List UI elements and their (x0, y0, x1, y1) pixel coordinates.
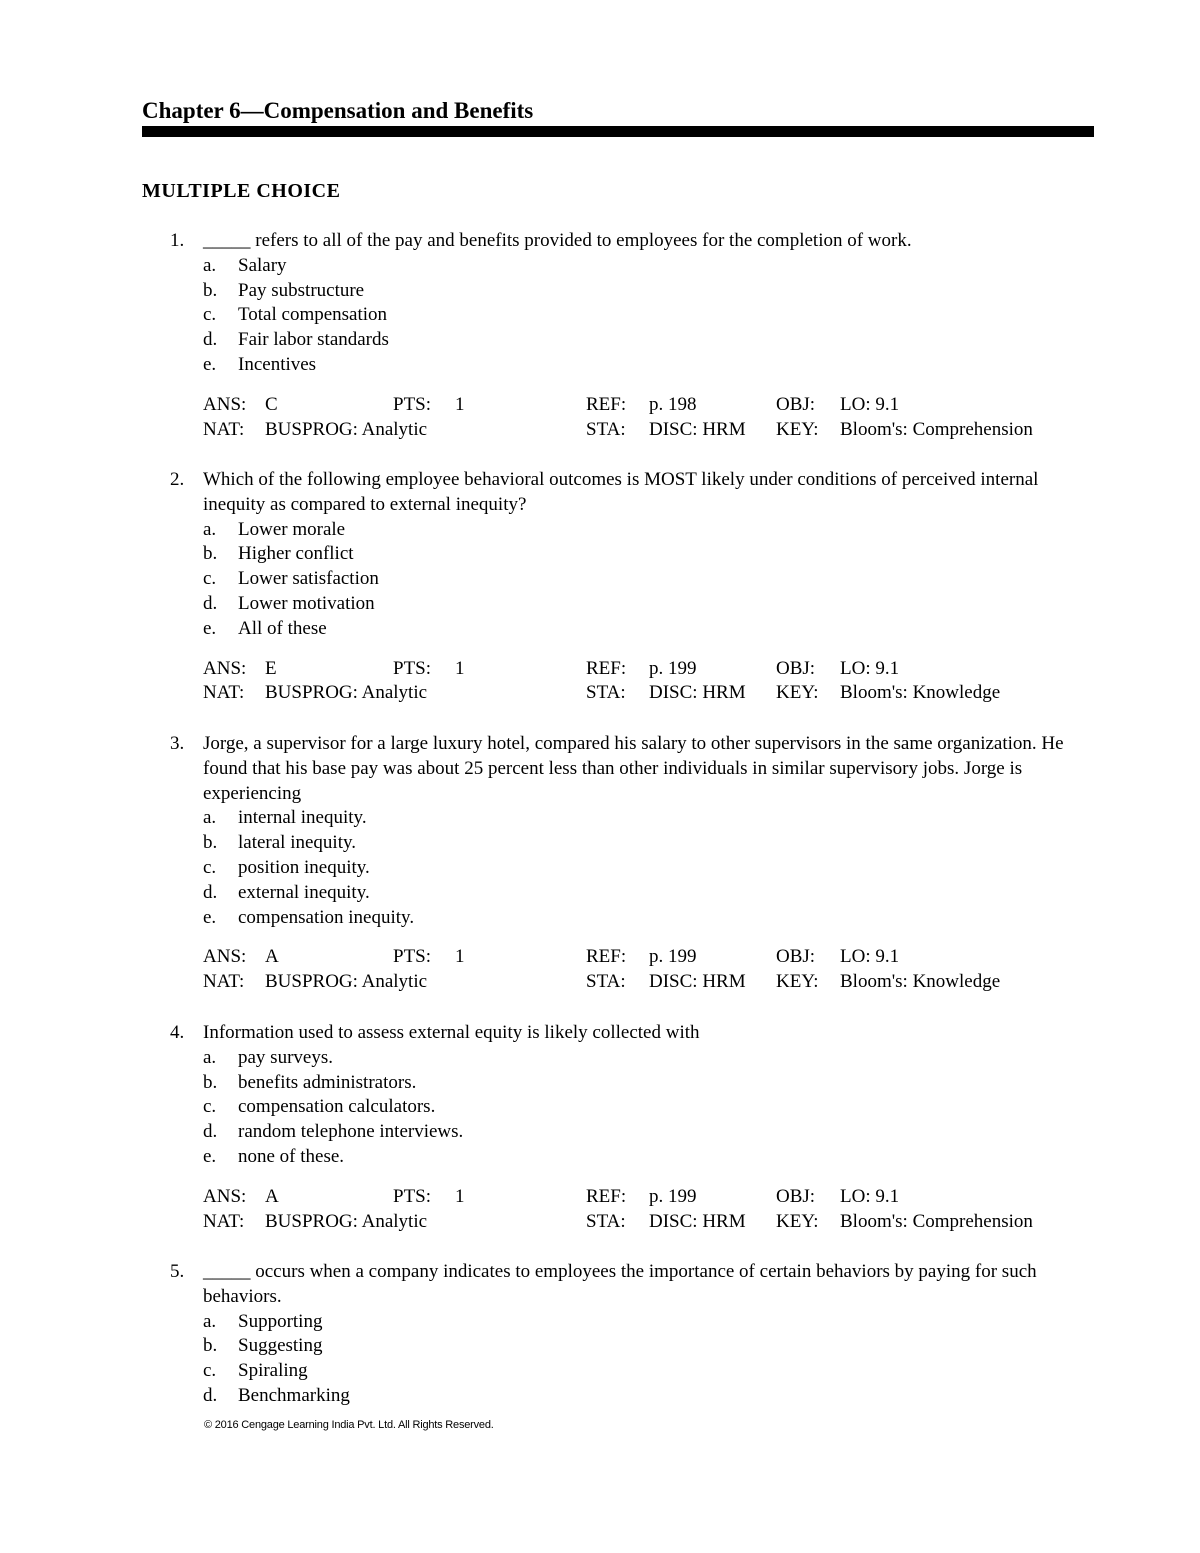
meta-row (203, 1210, 1100, 1235)
choice-text: Lower satisfaction (238, 568, 379, 590)
choice-item (203, 254, 1100, 279)
choice-letter: e. (203, 353, 217, 375)
choice-text: none of these. (238, 1145, 345, 1167)
question-4 (160, 1021, 1100, 1234)
question-3 (160, 732, 1100, 995)
ans-value: E (265, 657, 277, 679)
choice-item (203, 567, 1100, 592)
meta-row (203, 970, 1100, 995)
choice-text: internal inequity. (238, 807, 367, 829)
choice-list (203, 806, 1100, 930)
key-value: Bloom's: Comprehension (840, 418, 1033, 440)
choice-letter: b. (203, 543, 218, 565)
choice-item (203, 518, 1100, 543)
obj-value: LO: 9.1 (840, 657, 900, 679)
choice-item (203, 592, 1100, 617)
question-text: Which of the following employee behavioral outcomes is MOST likely under conditions of perceived internal inequity as compared to external inequity? (203, 469, 1039, 515)
choice-item (203, 906, 1100, 931)
answer-metadata (203, 393, 1100, 443)
chapter-title: Chapter 6—Compensation and Benefits (142, 98, 534, 123)
choice-item (203, 542, 1100, 567)
choice-letter: a. (203, 1310, 217, 1332)
nat-value: BUSPROG: Analytic (265, 682, 428, 704)
choice-letter: e. (203, 1145, 217, 1167)
meta-row (203, 418, 1100, 443)
section-title: MULTIPLE CHOICE (142, 180, 341, 202)
meta-row (203, 393, 1100, 418)
key-label: KEY: (776, 682, 819, 704)
choice-letter: e. (203, 617, 217, 639)
choice-text: benefits administrators. (238, 1071, 417, 1093)
choice-item (203, 1359, 1100, 1384)
choice-letter: d. (203, 1384, 218, 1406)
obj-value: LO: 9.1 (840, 1185, 900, 1207)
choice-letter: c. (203, 304, 217, 326)
choice-item (203, 806, 1100, 831)
ans-label: ANS: (203, 393, 247, 415)
choice-letter: c. (203, 1360, 217, 1382)
obj-value: LO: 9.1 (840, 393, 900, 415)
sta-value: DISC: HRM (649, 971, 746, 993)
key-value: Bloom's: Knowledge (840, 971, 1001, 993)
sta-label: STA: (586, 971, 626, 993)
key-label: KEY: (776, 971, 819, 993)
answer-metadata (203, 1185, 1100, 1235)
choice-item (203, 1046, 1100, 1071)
choice-item (203, 303, 1100, 328)
choice-letter: d. (203, 592, 218, 614)
choice-letter: e. (203, 906, 217, 928)
obj-label: OBJ: (776, 946, 816, 968)
choice-text: random telephone interviews. (238, 1121, 464, 1143)
question-number: 5. (170, 1261, 185, 1282)
choice-letter: d. (203, 881, 218, 903)
question-text: Jorge, a supervisor for a large luxury hotel, compared his salary to other supervisors in the same organization. He found that his base pay was about 25 percent less than other individuals in similar supervisory jobs. Jorge is experiencing (203, 733, 1064, 804)
choice-text: Pay substructure (238, 279, 365, 301)
question-number: 3. (170, 733, 185, 754)
choice-text: external inequity. (238, 881, 370, 903)
ans-label: ANS: (203, 1185, 247, 1207)
choice-letter: c. (203, 1096, 217, 1118)
pts-value: 1 (455, 1185, 465, 1207)
question-number: 2. (170, 469, 185, 490)
choice-item (203, 856, 1100, 881)
choice-list (203, 254, 1100, 378)
nat-label: NAT: (203, 682, 245, 704)
choice-list (203, 518, 1100, 642)
sta-value: DISC: HRM (649, 418, 746, 440)
pts-label: PTS: (393, 946, 432, 968)
sta-label: STA: (586, 418, 626, 440)
choice-letter: a. (203, 807, 217, 829)
meta-row (203, 945, 1100, 970)
pts-value: 1 (455, 393, 465, 415)
question-2 (160, 468, 1100, 706)
key-label: KEY: (776, 418, 819, 440)
question-5 (160, 1260, 1100, 1409)
title-rule (142, 126, 1094, 137)
ref-value: p. 199 (649, 657, 697, 679)
choice-item (203, 1310, 1100, 1335)
nat-value: BUSPROG: Analytic (265, 418, 428, 440)
choice-letter: b. (203, 1335, 218, 1357)
meta-row (203, 657, 1100, 682)
sta-label: STA: (586, 1210, 626, 1232)
choice-text: Total compensation (238, 304, 388, 326)
question-text: Information used to assess external equity is likely collected with (203, 1022, 700, 1043)
choice-list (203, 1046, 1100, 1170)
choice-text: Incentives (238, 353, 317, 375)
choice-list (203, 1310, 1100, 1409)
choice-text: compensation calculators. (238, 1096, 436, 1118)
choice-item (203, 353, 1100, 378)
ref-value: p. 199 (649, 946, 697, 968)
ref-label: REF: (586, 946, 627, 968)
choice-text: Suggesting (238, 1335, 323, 1357)
choice-text: position inequity. (238, 856, 370, 878)
choice-letter: a. (203, 1046, 217, 1068)
choice-item (203, 1145, 1100, 1170)
nat-value: BUSPROG: Analytic (265, 1210, 428, 1232)
choice-letter: b. (203, 279, 218, 301)
choice-letter: a. (203, 254, 217, 276)
obj-label: OBJ: (776, 1185, 816, 1207)
question-1 (160, 229, 1100, 442)
choice-text: Lower motivation (238, 592, 375, 614)
choice-text: lateral inequity. (238, 832, 356, 854)
choice-text: Salary (238, 254, 287, 276)
sta-value: DISC: HRM (649, 1210, 746, 1232)
key-label: KEY: (776, 1210, 819, 1232)
choice-letter: b. (203, 832, 218, 854)
nat-value: BUSPROG: Analytic (265, 971, 428, 993)
question-text: _____ occurs when a company indicates to employees the importance of certain behaviors by paying for such behaviors. (203, 1261, 1037, 1307)
choice-text: Fair labor standards (238, 329, 389, 351)
sta-value: DISC: HRM (649, 682, 746, 704)
choice-text: compensation inequity. (238, 906, 415, 928)
choice-item (203, 1071, 1100, 1096)
ans-value: A (265, 1185, 279, 1207)
question-number: 1. (170, 230, 185, 251)
key-value: Bloom's: Comprehension (840, 1210, 1033, 1232)
pts-label: PTS: (393, 1185, 432, 1207)
choice-text: Spiraling (238, 1360, 308, 1382)
obj-value: LO: 9.1 (840, 946, 900, 968)
choice-text: pay surveys. (238, 1046, 333, 1068)
answer-metadata (203, 945, 1100, 995)
choice-text: Supporting (238, 1310, 323, 1332)
question-text: _____ refers to all of the pay and benefits provided to employees for the completion of work. (203, 230, 912, 251)
answer-metadata (203, 657, 1100, 707)
ans-label: ANS: (203, 946, 247, 968)
choice-item (203, 279, 1100, 304)
ans-value: C (265, 393, 278, 415)
choice-text: Higher conflict (238, 543, 354, 565)
ref-label: REF: (586, 393, 627, 415)
choice-item (203, 1384, 1100, 1409)
sta-label: STA: (586, 682, 626, 704)
pts-value: 1 (455, 946, 465, 968)
choice-letter: d. (203, 1121, 218, 1143)
choice-item (203, 881, 1100, 906)
choice-item (203, 1120, 1100, 1145)
question-number: 4. (170, 1022, 185, 1043)
ref-value: p. 199 (649, 1185, 697, 1207)
choice-letter: c. (203, 568, 217, 590)
pts-label: PTS: (393, 657, 432, 679)
pts-value: 1 (455, 657, 465, 679)
nat-label: NAT: (203, 418, 245, 440)
copyright-footer: © 2016 Cengage Learning India Pvt. Ltd. All Rights Reserved. (204, 1419, 494, 1431)
choice-item (203, 617, 1100, 642)
nat-label: NAT: (203, 1210, 245, 1232)
choice-item (203, 1095, 1100, 1120)
meta-row (203, 1185, 1100, 1210)
choice-item (203, 831, 1100, 856)
ref-label: REF: (586, 1185, 627, 1207)
choice-item (203, 1334, 1100, 1359)
choice-text: Benchmarking (238, 1384, 350, 1406)
nat-label: NAT: (203, 971, 245, 993)
ref-value: p. 198 (649, 393, 697, 415)
meta-row (203, 681, 1100, 706)
ref-label: REF: (586, 657, 627, 679)
choice-text: Lower morale (238, 518, 346, 540)
choice-letter: d. (203, 329, 218, 351)
choice-letter: c. (203, 856, 217, 878)
choice-text: All of these (238, 617, 327, 639)
choice-letter: a. (203, 518, 217, 540)
choice-item (203, 328, 1100, 353)
obj-label: OBJ: (776, 393, 816, 415)
choice-letter: b. (203, 1071, 218, 1093)
ans-label: ANS: (203, 657, 247, 679)
ans-value: A (265, 946, 279, 968)
obj-label: OBJ: (776, 657, 816, 679)
key-value: Bloom's: Knowledge (840, 682, 1001, 704)
pts-label: PTS: (393, 393, 432, 415)
